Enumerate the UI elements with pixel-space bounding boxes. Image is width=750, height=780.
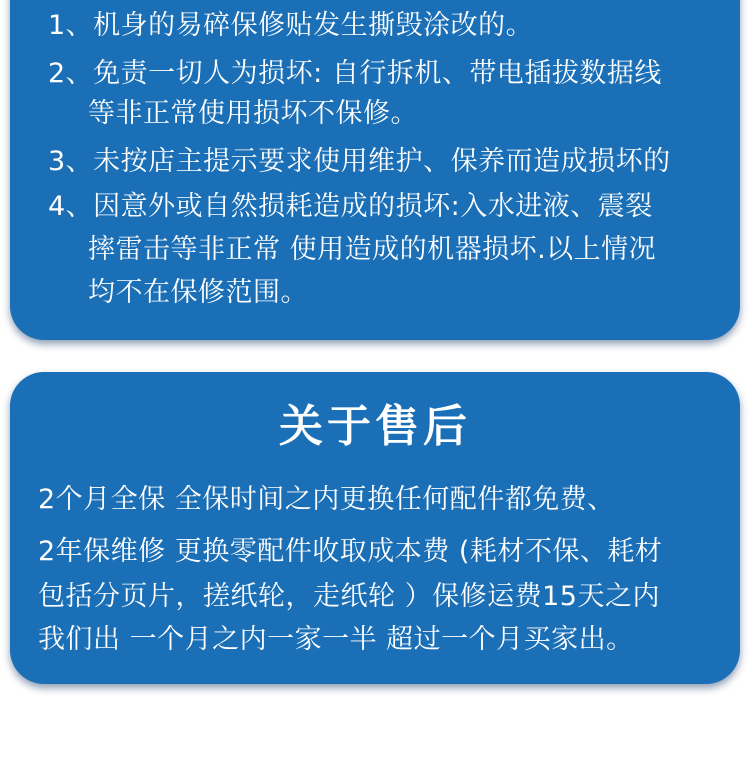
- exclusion-item-3: 3、未按店主提示要求使用维护、保养而造成损坏的: [48, 146, 671, 177]
- after-sales-title: 关于售后: [279, 401, 471, 452]
- after-sales-line-2: 2年保维修 更换零配件收取成本费 (耗材不保、耗材: [38, 536, 663, 567]
- exclusion-item-4-continued-2: 均不在保修范围。: [88, 277, 308, 308]
- after-sales-line-1: 2个月全保 全保时间之内更换任何配件都免费、: [38, 484, 615, 515]
- after-sales-line-3: 包括分页片，搓纸轮，走纸轮 ）保修运费15天之内: [38, 581, 660, 612]
- exclusion-item-2-continued: 等非正常使用损坏不保修。: [88, 98, 418, 129]
- warranty-exclusions-card: [10, 0, 740, 340]
- after-sales-card: [10, 372, 740, 684]
- exclusion-item-4: 4、因意外或自然损耗造成的损坏:入水进液、震裂: [48, 191, 653, 222]
- exclusion-item-4-continued: 摔雷击等非正常 使用造成的机器损坏.以上情况: [88, 234, 657, 265]
- exclusion-item-1: 1、机身的易碎保修贴发生撕毁涂改的。: [48, 10, 534, 41]
- exclusion-item-2: 2、免责一切人为损坏: 自行拆机、带电插拔数据线: [48, 58, 662, 89]
- after-sales-line-4: 我们出 一个月之内一家一半 超过一个月买家出。: [38, 624, 634, 655]
